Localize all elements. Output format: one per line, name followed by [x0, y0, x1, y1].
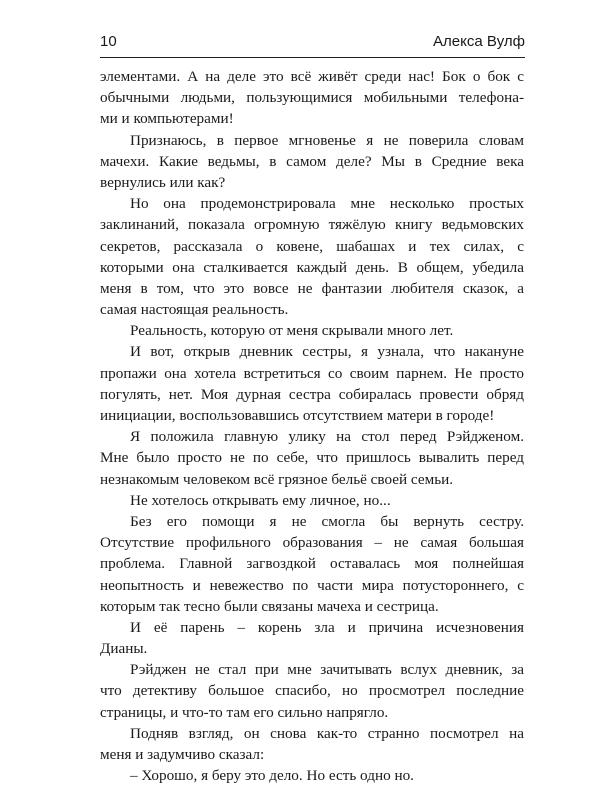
paragraph — [100, 659, 524, 723]
text-line: пропажи она хотела встретиться со своим парнем. Не просто — [100, 364, 524, 382]
text-line: которым так тесно были связаны мачеха и сестрица. — [100, 597, 439, 615]
text-line: Мне было просто не по себе, что пришлось вывалить перед — [100, 449, 524, 467]
paragraph — [100, 511, 524, 617]
paragraph — [100, 193, 524, 320]
text-line: меня в том, что это вовсе не фантазии любителя сказок, а — [100, 279, 524, 297]
paragraph — [100, 341, 524, 426]
header-rule — [100, 57, 525, 58]
text-line: элементами. А на деле это всё живёт среди нас! Бок о бок с — [100, 68, 524, 85]
text-line: обычными людьми, пользующимися мобильными телефона- — [100, 89, 524, 107]
paragraph — [100, 765, 524, 786]
text-line: ми и компьютерами! — [100, 110, 234, 128]
running-head-author: Алекса Вулф — [433, 33, 525, 50]
text-line: секретов, рассказала о ковене, шабашах и тех силах, с — [100, 237, 524, 255]
text-line: – Хорошо, я беру это дело. Но есть одно но. — [130, 767, 414, 785]
text-line: Не хотелось открывать ему личное, но... — [130, 491, 391, 509]
text-line: Признаюсь, в первое мгновенье я не поверила словам — [130, 131, 524, 149]
text-line: которыми она сталкивается каждый день. В общем, убедила — [100, 258, 524, 276]
text-line: погулять, нет. Моя дурная сестра собиралась провести обряд — [100, 385, 524, 403]
text-line: И её парень – корень зла и причина исчезновения — [130, 618, 524, 636]
text-line: Подняв взгляд, он снова как-то странно посмотрел на — [130, 724, 524, 742]
text-line: инициации, воспользовавшись отсутствием матери в городе! — [100, 407, 495, 424]
text-line: неопытность и невежество по части мира потустороннего, с — [100, 576, 524, 594]
text-line: вернулись или как? — [100, 173, 226, 191]
text-line: И вот, открыв дневник сестры, я узнала, что накануне — [130, 343, 524, 361]
text-line: меня и задумчиво сказал: — [100, 746, 265, 763]
paragraph — [100, 490, 524, 511]
text-line: Рэйджен не стал при мне зачитывать вслух дневник, за — [130, 661, 524, 679]
text-line: Без его помощи я не смогла бы вернуть сестру. — [130, 512, 524, 530]
paragraph — [100, 426, 524, 490]
page-header — [100, 33, 525, 57]
text-line: мачехи. Какие ведьмы, в самом деле? Мы в Средние века — [100, 152, 524, 170]
paragraph — [100, 723, 524, 765]
text-line: страницы, и что-то там его сильно напрягло. — [100, 703, 389, 721]
text-line: Но она продемонстрировала мне несколько простых — [130, 195, 524, 213]
text-line: незнакомым человеком всё грязное бельё своей семьи. — [100, 470, 454, 488]
text-line: Дианы. — [100, 640, 148, 658]
text-line: проблема. Главной загвоздкой оставалась моя полнейшая — [100, 555, 524, 573]
paragraph — [100, 130, 524, 194]
page-number: 10 — [100, 33, 117, 50]
paragraph — [100, 617, 524, 659]
text-line: самая настоящая реальность. — [100, 301, 289, 319]
text-line: Отсутствие профильного образования – не самая большая — [100, 534, 524, 552]
text-line: что детективу большое спасибо, но просмотрел последние — [100, 682, 524, 700]
text-line: заклинаний, показала огромную тяжёлую книгу ведьмовских — [100, 216, 524, 234]
text-line: Реальность, которую от меня скрывали много лет. — [130, 322, 454, 340]
paragraph — [100, 320, 524, 341]
text-line: Я положила главную улику на стол перед Рэйдженом. — [130, 428, 524, 446]
body-text — [100, 66, 524, 786]
paragraph — [100, 66, 524, 130]
